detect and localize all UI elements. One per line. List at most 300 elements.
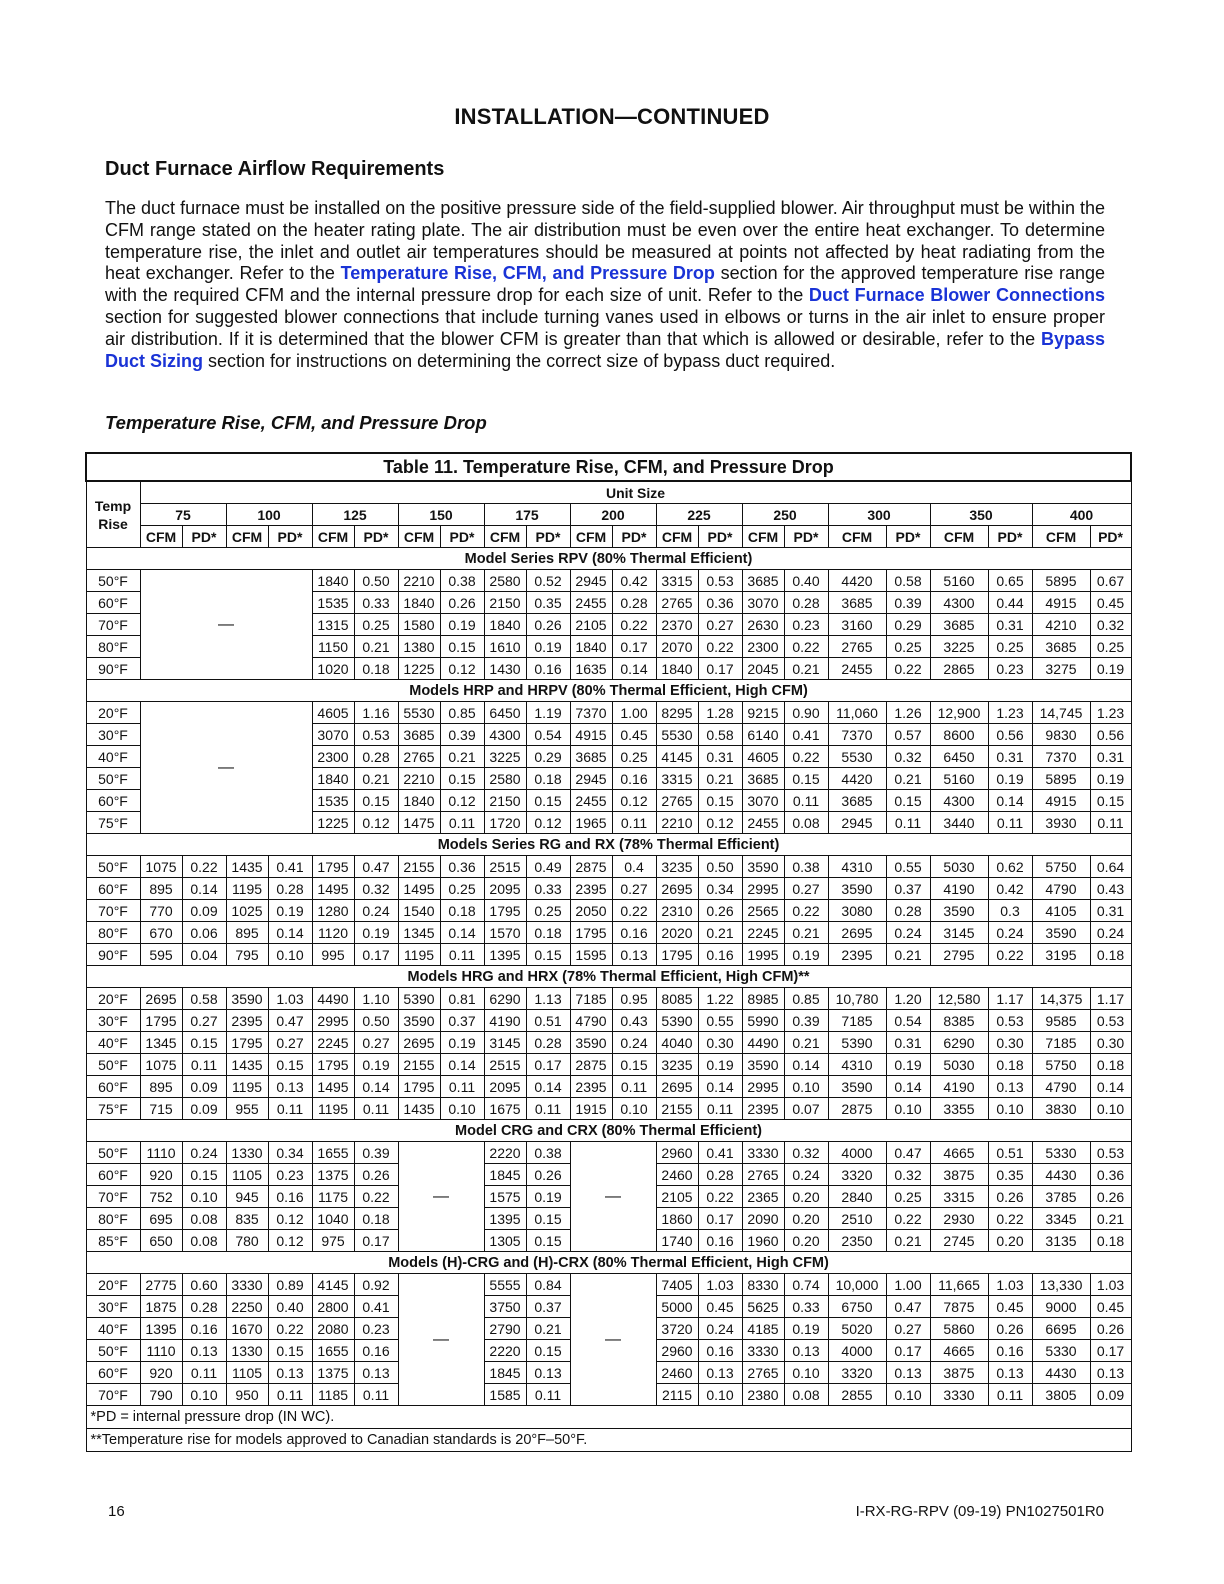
pd-cell: 0.67 [1090,570,1131,592]
link-bypass-duct-sizing[interactable]: Bypass Duct Sizing [105,328,1105,371]
cfm-cell: 835 [226,1208,268,1230]
pd-cell: 0.15 [182,1164,226,1186]
pd-cell: 0.22 [268,1318,312,1340]
pd-cell: 0.06 [182,922,226,944]
cfm-cell: 1795 [140,1010,182,1032]
cfm-cell: 1075 [140,1054,182,1076]
pd-cell: 0.14 [440,1054,484,1076]
pd-cell: 0.07 [784,1098,828,1120]
cfm-cell: 1845 [484,1362,526,1384]
cfm-cell: 2765 [742,1362,784,1384]
cfm-cell: 1495 [398,878,440,900]
pd-cell: 0.31 [886,1032,930,1054]
temp-rise-cell: 60°F [86,790,140,812]
pd-cell: 0.26 [1090,1186,1131,1208]
cfm-cell: 2580 [484,768,526,790]
unit-size-300: 300 [828,504,930,526]
cfm-cell: 4190 [484,1010,526,1032]
pd-cell: 0.13 [1090,1362,1131,1384]
cfm-cell: 4190 [930,878,988,900]
pd-cell: 0.25 [440,878,484,900]
cfm-cell: 3330 [742,1142,784,1164]
cfm-cell: 3590 [930,900,988,922]
temp-rise-cell: 80°F [86,922,140,944]
pd-cell: 0.35 [526,592,570,614]
cfm-cell: 2960 [656,1142,698,1164]
pd-cell: 0.43 [612,1010,656,1032]
cfm-cell: 920 [140,1164,182,1186]
pd-cell: 0.11 [268,1098,312,1120]
cfm-cell: 1535 [312,790,354,812]
cfm-cell: 3315 [656,768,698,790]
cfm-cell: 5390 [656,1010,698,1032]
cfm-cell: 1435 [226,856,268,878]
cfm-cell: 7875 [930,1296,988,1318]
not-available-cell: — [570,1274,656,1406]
pd-cell: 0.15 [526,944,570,966]
unit-size-75: 75 [140,504,226,526]
cfm-cell: 10,780 [828,988,886,1010]
cfm-cell: 5895 [1032,570,1090,592]
cfm-cell: 3830 [1032,1098,1090,1120]
pd-cell: 0.65 [988,570,1032,592]
pd-cell: 0.39 [784,1010,828,1032]
cfm-cell: 1330 [226,1340,268,1362]
cfm-cell: 3590 [828,878,886,900]
cfm-cell: 995 [312,944,354,966]
cfm-cell: 2455 [742,812,784,834]
pd-cell: 0.14 [526,1076,570,1098]
pd-cell: 0.42 [612,570,656,592]
cfm-cell: 1430 [484,658,526,680]
pd-cell: 0.37 [440,1010,484,1032]
cfm-cell: 5390 [828,1032,886,1054]
cfm-cell: 3590 [570,1032,612,1054]
cfm-cell: 2945 [828,812,886,834]
pd-cell: 0.19 [1090,658,1131,680]
pd-cell: 0.13 [526,1362,570,1384]
cfm-cell: 1795 [226,1032,268,1054]
cfm-cell: 1675 [484,1098,526,1120]
cfm-cell: 1495 [312,1076,354,1098]
pd-cell: 0.14 [886,1076,930,1098]
pd-cell: 0.26 [526,1164,570,1186]
pd-cell: 0.26 [440,592,484,614]
pd-cell: 0.47 [886,1296,930,1318]
pd-cell: 0.15 [440,636,484,658]
pd-cell: 0.15 [1090,790,1131,812]
cfm-cell: 2930 [930,1208,988,1230]
pd-cell: 0.29 [526,746,570,768]
pd-cell: 0.11 [182,1362,226,1384]
cfm-cell: 5625 [742,1296,784,1318]
cfm-cell: 1110 [140,1142,182,1164]
cfm-cell: 1345 [398,922,440,944]
pd-cell: 0.17 [526,1054,570,1076]
pd-cell: 0.11 [988,1384,1032,1406]
cfm-cell: 8085 [656,988,698,1010]
cfm-cell: 6140 [742,724,784,746]
pd-cell: 0.12 [440,790,484,812]
pd-cell: 0.13 [886,1362,930,1384]
pd-cell: 1.03 [698,1274,742,1296]
cfm-cell: 2960 [656,1340,698,1362]
pd-cell: 0.24 [1090,922,1131,944]
pd-cell: 0.24 [612,1032,656,1054]
pd-cell: 0.18 [526,768,570,790]
cfm-header: CFM [484,526,526,548]
cfm-cell: 2995 [742,1076,784,1098]
pd-cell: 0.40 [268,1296,312,1318]
pd-cell: 0.30 [988,1032,1032,1054]
pd-cell: 0.14 [988,790,1032,812]
temp-rise-cell: 75°F [86,1098,140,1120]
pd-cell: 0.20 [784,1230,828,1252]
cfm-cell: 2150 [484,592,526,614]
pd-cell: 0.32 [886,1164,930,1186]
cfm-cell: 2745 [930,1230,988,1252]
pd-cell: 0.56 [1090,724,1131,746]
unit-size-125: 125 [312,504,398,526]
pd-cell: 1.19 [526,702,570,724]
pd-cell: 0.15 [698,790,742,812]
pd-cell: 1.26 [886,702,930,724]
pd-cell: 0.13 [784,1340,828,1362]
cfm-cell: 6450 [930,746,988,768]
cfm-cell: 3685 [398,724,440,746]
pd-cell: 0.22 [988,944,1032,966]
pd-cell: 0.17 [354,944,398,966]
pd-cell: 0.54 [886,1010,930,1032]
pd-cell: 0.22 [612,614,656,636]
pd-cell: 0.19 [988,768,1032,790]
cfm-cell: 790 [140,1384,182,1406]
cfm-cell: 1795 [484,900,526,922]
cfm-cell: 2395 [570,1076,612,1098]
pd-cell: 0.19 [1090,768,1131,790]
pd-cell: 0.15 [886,790,930,812]
pd-cell: 0.15 [182,1032,226,1054]
table-row [86,1098,1131,1120]
pd-cell: 0.15 [440,768,484,790]
table-row [86,702,1131,724]
cfm-cell: 2455 [570,592,612,614]
temp-rise-cell: 50°F [86,768,140,790]
cfm-cell: 1435 [398,1098,440,1120]
cfm-cell: 1395 [484,944,526,966]
cfm-cell: 2045 [742,658,784,680]
unit-size-225: 225 [656,504,742,526]
pd-cell: 1.28 [698,702,742,724]
cfm-cell: 1580 [398,614,440,636]
cfm-cell: 5530 [398,702,440,724]
cfm-cell: 6290 [484,988,526,1010]
pd-cell: 0.21 [354,768,398,790]
pd-cell: 0.20 [784,1186,828,1208]
pd-cell: 0.21 [526,1318,570,1340]
cfm-cell: 14,375 [1032,988,1090,1010]
cfm-cell: 2080 [312,1318,354,1340]
pd-cell: 0.13 [268,1362,312,1384]
table-section-title: Temperature Rise, CFM, and Pressure Drop [105,412,487,433]
cfm-cell: 3235 [656,1054,698,1076]
cfm-header: CFM [742,526,784,548]
pd-cell: 0.19 [886,1054,930,1076]
cfm-cell: 2090 [742,1208,784,1230]
pd-cell: 0.45 [1090,1296,1131,1318]
cfm-cell: 2350 [828,1230,886,1252]
pd-cell: 0.09 [182,900,226,922]
temp-rise-cell: 40°F [86,746,140,768]
link-blower-connections[interactable]: Duct Furnace Blower Connections [808,285,1105,306]
cfm-cell: 3685 [570,746,612,768]
page-number: 16 [108,1503,125,1520]
cfm-cell: 3685 [742,570,784,592]
pd-cell: 0.26 [526,614,570,636]
cfm-header: CFM [312,526,354,548]
pd-cell: 0.41 [268,856,312,878]
cfm-cell: 1330 [226,1142,268,1164]
cfm-cell: 1875 [140,1296,182,1318]
cfm-cell: 1585 [484,1384,526,1406]
cfm-cell: 5860 [930,1318,988,1340]
pd-cell: 0.45 [988,1296,1032,1318]
pd-cell: 0.22 [886,658,930,680]
pd-cell: 0.41 [354,1296,398,1318]
cfm-cell: 3135 [1032,1230,1090,1252]
cfm-cell: 1570 [484,922,526,944]
cfm-cell: 5750 [1032,856,1090,878]
pd-cell: 1.00 [886,1274,930,1296]
pd-cell: 0.11 [612,812,656,834]
cfm-cell: 1840 [570,636,612,658]
pd-cell: 0.21 [440,746,484,768]
pd-cell: 0.10 [182,1384,226,1406]
cfm-cell: 8330 [742,1274,784,1296]
pd-cell: 0.22 [886,1208,930,1230]
pd-cell: 0.74 [784,1274,828,1296]
cfm-cell: 4040 [656,1032,698,1054]
pd-cell: 0.36 [440,856,484,878]
pd-cell: 0.30 [698,1032,742,1054]
cfm-cell: 2945 [570,768,612,790]
pd-header: PD* [268,526,312,548]
pd-cell: 0.24 [182,1142,226,1164]
cfm-cell: 752 [140,1186,182,1208]
pd-cell: 0.19 [784,944,828,966]
cfm-cell: 2300 [312,746,354,768]
pd-cell: 0.13 [988,1076,1032,1098]
cfm-cell: 10,000 [828,1274,886,1296]
temp-rise-cell: 50°F [86,856,140,878]
pd-cell: 0.19 [440,614,484,636]
cfm-cell: 1670 [226,1318,268,1340]
cfm-cell: 11,665 [930,1274,988,1296]
cfm-cell: 5030 [930,1054,988,1076]
pd-cell: 0.22 [988,1208,1032,1230]
cfm-cell: 7185 [828,1010,886,1032]
cfm-cell: 2765 [398,746,440,768]
pd-cell: 0.26 [354,1164,398,1186]
cfm-cell: 2250 [226,1296,268,1318]
cfm-cell: 3875 [930,1164,988,1186]
pd-cell: 0.09 [182,1098,226,1120]
pd-cell: 0.15 [526,1340,570,1362]
cfm-cell: 3315 [656,570,698,592]
cfm-cell: 1595 [570,944,612,966]
pd-cell: 0.23 [988,658,1032,680]
temp-rise-cell: 70°F [86,900,140,922]
pd-cell: 0.53 [1090,1010,1131,1032]
pd-cell: 0.15 [526,1230,570,1252]
pd-cell: 0.50 [354,570,398,592]
pd-cell: 0.17 [1090,1340,1131,1362]
cfm-cell: 1915 [570,1098,612,1120]
cfm-cell: 4145 [312,1274,354,1296]
pd-cell: 0.25 [354,614,398,636]
pd-cell: 0.27 [886,1318,930,1340]
pd-cell: 0.36 [1090,1164,1131,1186]
cfm-cell: 8985 [742,988,784,1010]
cfm-cell: 2945 [570,570,612,592]
pd-cell: 0.28 [784,592,828,614]
cfm-cell: 2310 [656,900,698,922]
pd-cell: 0.25 [886,1186,930,1208]
pd-cell: 0.12 [268,1230,312,1252]
pd-cell: 0.10 [268,944,312,966]
cfm-cell: 2695 [398,1032,440,1054]
pd-cell: 0.19 [698,1054,742,1076]
cfm-cell: 5330 [1032,1340,1090,1362]
cfm-cell: 7370 [1032,746,1090,768]
pd-cell: 1.23 [988,702,1032,724]
cfm-cell: 2875 [828,1098,886,1120]
cfm-cell: 1175 [312,1186,354,1208]
pd-cell: 0.38 [440,570,484,592]
pd-cell: 0.28 [612,592,656,614]
pd-cell: 0.10 [698,1384,742,1406]
table-row [86,1054,1131,1076]
cfm-cell: 2515 [484,1054,526,1076]
pd-cell: 0.08 [182,1230,226,1252]
table-row [86,922,1131,944]
cfm-cell: 4300 [484,724,526,746]
cfm-header: CFM [570,526,612,548]
cfm-cell: 3355 [930,1098,988,1120]
cfm-cell: 2380 [742,1384,784,1406]
pd-cell: 0.50 [698,856,742,878]
cfm-cell: 4915 [1032,790,1090,812]
pd-cell: 0.23 [268,1164,312,1186]
cfm-cell: 3235 [656,856,698,878]
pd-cell: 0.11 [612,1076,656,1098]
cfm-cell: 4665 [930,1142,988,1164]
cfm-cell: 695 [140,1208,182,1230]
pd-cell: 0.17 [698,658,742,680]
pd-cell: 0.21 [698,922,742,944]
cfm-cell: 1195 [226,1076,268,1098]
pd-cell: 0.58 [698,724,742,746]
cfm-cell: 6450 [484,702,526,724]
cfm-cell: 715 [140,1098,182,1120]
cfm-cell: 3685 [1032,636,1090,658]
link-temperature-rise[interactable]: Temperature Rise, CFM, and Pressure Drop [340,263,715,284]
pd-cell: 1.17 [1090,988,1131,1010]
pd-cell: 0.22 [784,746,828,768]
intro-paragraph [105,198,1105,372]
temp-rise-cell: 85°F [86,1230,140,1252]
temp-rise-cell: 20°F [86,988,140,1010]
cfm-cell: 2395 [570,878,612,900]
pd-cell: 0.18 [354,1208,398,1230]
cfm-cell: 2840 [828,1186,886,1208]
pd-cell: 0.12 [354,812,398,834]
cfm-cell: 2095 [484,1076,526,1098]
pd-cell: 0.18 [526,922,570,944]
cfm-cell: 8295 [656,702,698,724]
pd-cell: 0.33 [354,592,398,614]
pd-cell: 0.27 [698,614,742,636]
temp-rise-cell: 90°F [86,944,140,966]
pd-cell: 0.20 [988,1230,1032,1252]
cfm-cell: 1305 [484,1230,526,1252]
pd-cell: 0.18 [440,900,484,922]
pd-cell: 0.13 [988,1362,1032,1384]
pd-cell: 0.18 [988,1054,1032,1076]
pd-cell: 0.36 [698,592,742,614]
cfm-cell: 3330 [226,1274,268,1296]
pd-cell: 0.27 [354,1032,398,1054]
pd-cell: 0.84 [526,1274,570,1296]
pd-cell: 0.27 [784,878,828,900]
paragraph-text: section for suggested blower connections that include turning vanes used in elbows or turns in the air inlet to ensure proper air distribution. If it is determined that the blower CFM is greater than that which is allowed or desirable, refer to the [105,306,1105,349]
cfm-cell: 1610 [484,636,526,658]
pd-cell: 0.11 [784,790,828,812]
pd-cell: 0.39 [440,724,484,746]
cfm-cell: 3330 [742,1340,784,1362]
cfm-cell: 2245 [312,1032,354,1054]
cfm-cell: 3720 [656,1318,698,1340]
cfm-cell: 5330 [1032,1142,1090,1164]
cfm-cell: 1795 [312,1054,354,1076]
cfm-cell: 4490 [312,988,354,1010]
cfm-header: CFM [656,526,698,548]
pd-cell: 0.92 [354,1274,398,1296]
footnote-canadian [86,1429,1131,1452]
cfm-cell: 3590 [226,988,268,1010]
cfm-cell: 5390 [398,988,440,1010]
cfm-cell: 770 [140,900,182,922]
cfm-cell: 3685 [828,790,886,812]
temp-rise-cell: 80°F [86,636,140,658]
pd-cell: 0.21 [886,944,930,966]
cfm-cell: 2695 [656,878,698,900]
cfm-cell: 650 [140,1230,182,1252]
pd-cell: 0.60 [182,1274,226,1296]
table-row [86,988,1131,1010]
cfm-cell: 1075 [140,856,182,878]
table-row [86,1142,1131,1164]
pd-cell: 1.10 [354,988,398,1010]
paragraph-text: The duct furnace must be installed on the positive pressure side of the field-supplied blower. Air throughput must be within the CFM range stated on the heater rating plate. The air distribution must be even over the entire heat exchanger. To determine temperature rise, the inlet and outlet air temperatures should be measured at points not affected by heat radiating from the heat exchanger. Refer to the [105,198,1105,284]
pd-cell: 0.24 [354,900,398,922]
cfm-cell: 1845 [484,1164,526,1186]
temp-rise-cell: 70°F [86,1384,140,1406]
cfm-cell: 945 [226,1186,268,1208]
pd-cell: 0.32 [354,878,398,900]
cfm-cell: 3315 [930,1186,988,1208]
pd-cell: 0.28 [268,878,312,900]
